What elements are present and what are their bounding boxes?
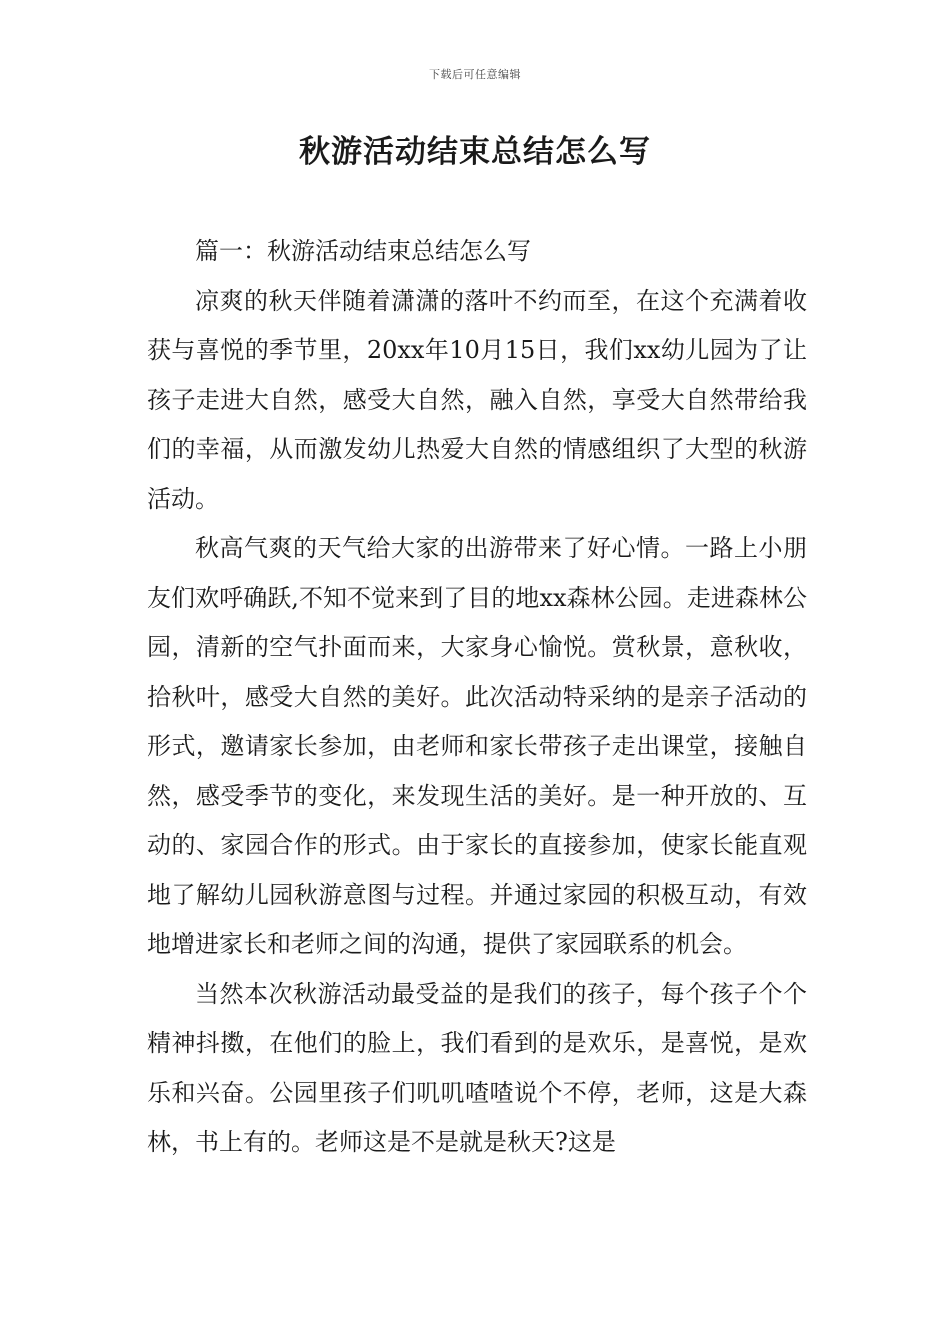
paragraph-2: 秋高气爽的天气给大家的出游带来了好心情。一路上小朋友们欢呼确跃,不知不觉来到了目的地xx森林公园。走进森林公园，清新的空气扑面而来，大家身心愉悦。赏秋景，意秋收，拾秋叶，感受大自然的美好。此次活动特采纳的是亲子活动的形式，邀请家长参加，由老师和家长带孩子走出课堂，接触自然，感受季节的变化，来发现生活的美好。是一种开放的、互动的、家园合作的形式。由于家长的直接参加，使家长能直观地了解幼儿园秋游意图与过程。并通过家园的积极互动，有效地增进家长和老师之间的沟通，提供了家园联系的机会。 (147, 534, 807, 958)
section-heading: 篇一：秋游活动结束总结怎么写 (195, 237, 531, 265)
paragraph-1: 凉爽的秋天伴随着潇潇的落叶不约而至，在这个充满着收获与喜悦的季节里，20xx年10月15日，我们xx幼儿园为了让孩子走进大自然，感受大自然，融入自然，享受大自然带给我们的幸福，从而激发幼儿热爱大自然的情感组织了大型的秋游活动。 (147, 286, 807, 513)
paragraph-3: 当然本次秋游活动最受益的是我们的孩子，每个孩子个个精神抖擞，在他们的脸上，我们看到的是欢乐，是喜悦，是欢乐和兴奋。公园里孩子们叽叽喳喳说个不停，老师，这是大森林，书上有的。老师这是不是就是秋天?这是 (147, 979, 807, 1156)
document-title: 秋游活动结束总结怎么写 (299, 134, 651, 170)
document-body (147, 227, 807, 1168)
header-note: 下载后可任意编辑 (429, 68, 521, 81)
